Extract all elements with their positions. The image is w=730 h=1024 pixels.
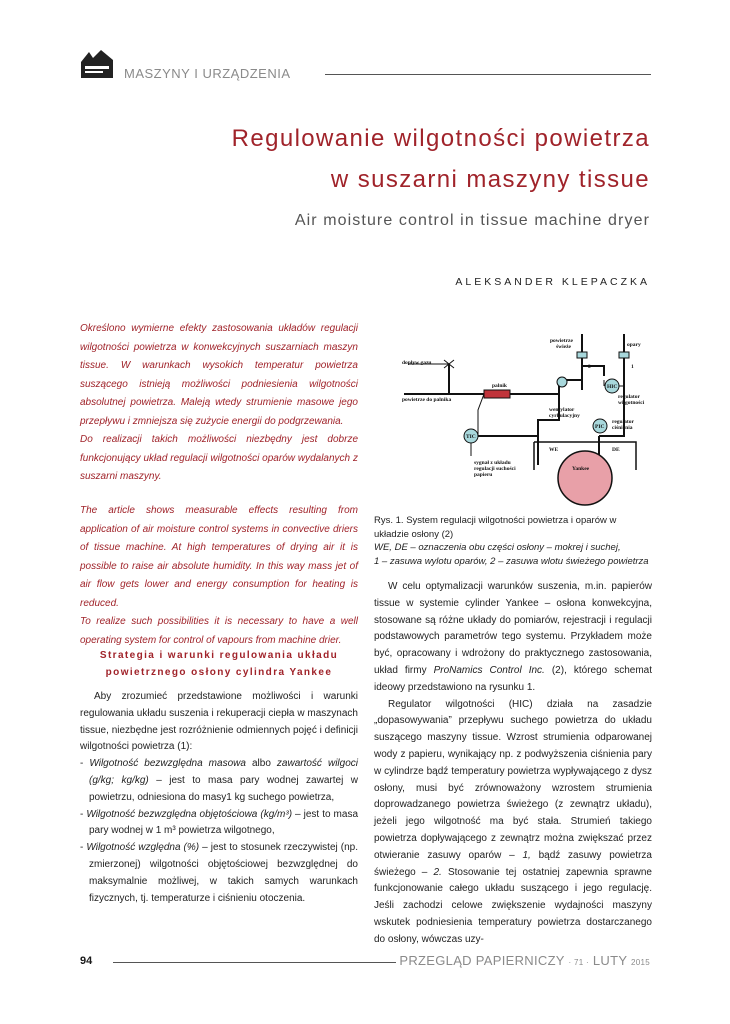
label-gas-inlet: dopływ gazu: [402, 360, 432, 366]
burner-icon: [484, 390, 510, 398]
caption-line-2: WE, DE – oznaczenia obu części osłony – mokrej i suchej,: [374, 542, 621, 553]
intro-paragraph: Aby zrozumieć przedstawione możliwości i warunki regulowania układu suszenia i rekuperacji ciepła w maszynach tissue, niezbędne jest rozróżnienie odmiennych pojęć i definicji wilgotności powietrza (1):: [80, 691, 358, 753]
def1-or: albo: [245, 758, 277, 770]
control-system-diagram: [374, 330, 652, 508]
p2-part-b: bądź zasuwy powietrza świeżego –: [374, 849, 652, 878]
article-subtitle: Air moisture control in tissue machine dryer: [294, 212, 650, 229]
p2-part-c: Stosowanie tej ostatniej zapewnia sprawne funkcjonowanie całego układu suszącego i jego regulację. Jeśli zachodzi celowe zwiększenie wydajności maszyny wskutek podniesienia temperatury powietrza dostarczanego do osłony, wówczas uzy-: [374, 866, 652, 945]
label-n2: 2: [588, 364, 591, 370]
label-fresh-air-2: świeże: [556, 344, 571, 350]
title-line-1: Regulowanie wilgotności powietrza: [231, 125, 650, 152]
p1-part-b: (2), którego schemat ideowy przedstawiono na rysunku 1.: [374, 664, 653, 693]
label-signal-2: regulacji suchości: [474, 466, 516, 472]
figure-caption: [374, 514, 652, 568]
journal-volume: · 71 ·: [568, 958, 589, 967]
p1-part-a: W celu optymalizacji warunków suszenia, m.in. papierów tissue w systemie cylinder Yankee – osłona konwekcyjna, stosowane są różne układy do pomiarów, rejestracji i regulacji podstawowych parametrów tego systemu. Przykładem może być, opracowany i wdrożony do praktycznego zastosowania, układ firmy: [374, 581, 652, 676]
section-heading-line-1: Strategia i warunki regulowania układu: [99, 650, 339, 661]
def1-text: – jest to masa pary wodnej zawartej w powietrzu, odniesiona do masy1 kg suchego powietrza,: [89, 774, 358, 803]
label-signal-3: papieru: [474, 472, 493, 478]
page-number: 94: [80, 955, 93, 967]
p1-firm: ProNamics Control Inc.: [433, 664, 545, 676]
journal-month: LUTY: [592, 953, 628, 968]
label-pic: PIC: [595, 424, 605, 430]
article-author: ALEKSANDER KLEPACZKA: [455, 276, 650, 288]
label-fresh-air: powietrze: [550, 338, 573, 344]
p2-part-a: Regulator wilgotności (HIC) działa na zasadzie „dopasowywania” przepływu suchego powietrza do układu suszącego maszyny tissue. Wzrost strumienia odparowanej wody z papieru, wynikający np. z podwyższenia ciśnienia pary w cylindrze bądź temperatury powietrza wypływającego z dysz osłony, musi być zrównoważony wzrostem strumienia doprowadzanego powietrza świeżego (z zewnątrz układu), jeżeli jego wilgotność ma być stała. Strumień takiego powietrza dopływającego z zewnątrz można zwiększać przez otwieranie zasuwy oparów –: [374, 698, 652, 861]
journal-name: PRZEGLĄD PAPIERNICZY: [399, 953, 565, 968]
definition-item-1: - Wilgotność bezwzględna masowa albo zawartość wilgoci (g/kg; kg/kg) – jest to masa pary wodnej zawartej w powietrzu, odniesiona do masy1 kg suchego powietrza,: [80, 758, 358, 803]
article-title: [232, 118, 650, 200]
label-vapours: opary: [627, 342, 641, 348]
abstract-pl-p2: Do realizacji takich możliwości niezbędny jest dobrze funkcjonujący układ regulacji wilgotności oparów wydalanych z suszarni maszyny.: [80, 434, 358, 482]
section-logo-icon: [79, 48, 115, 80]
label-de: DE: [612, 447, 620, 453]
yankee-cylinder: [558, 451, 612, 505]
duct-2: [582, 366, 604, 376]
def2-text: – jest to masa pary wodnej w 1 m³ powietrza wilgotnego,: [89, 808, 359, 837]
def1-term: Wilgotność bezwzględna masowa: [89, 758, 246, 770]
def1-term2: zawartość wilgoci (g/kg; kg/kg): [89, 758, 358, 786]
label-n1: 1: [631, 364, 634, 370]
abstract-en-p2: To realize such possibilities it is necessary to have a well operating system for control of vapours from machine drier.: [80, 616, 358, 646]
journal-footer: [399, 953, 650, 968]
label-tic: TIC: [466, 434, 476, 440]
label-yankee: Yankee: [572, 466, 590, 472]
section-heading-line-2: powietrznego osłony cylindra Yankee: [105, 667, 333, 678]
damper-2: [577, 352, 587, 358]
label-pic-reg-1: regulator: [612, 419, 634, 425]
right-paragraph-2: [374, 697, 652, 949]
footer-divider: [113, 962, 396, 963]
label-hic-reg-2: wilgotności: [618, 400, 645, 406]
label-hic: HIC: [607, 384, 618, 390]
label-burner-air: powietrze do palnika: [402, 397, 452, 403]
tic-link: [478, 394, 484, 436]
def3-text: – jest to stosunek rzeczywistej (np. zmierzonej) wilgotności objętościowej bezwzględnej do maksymalnie możliwej, w takich samych warunkach fizycznych, tj. temperaturze i ciśnieniu otoczenia.: [89, 842, 358, 904]
abstract-polish: [80, 320, 358, 487]
label-fan-1: wentylator: [549, 407, 575, 413]
caption-line-1: Rys. 1. System regulacji wilgotności powietrza i oparów w układzie osłony (2): [374, 515, 617, 540]
label-fan-2: cyrkulacyjny: [549, 413, 580, 419]
definition-item-3: - Wilgotność względna (%) – jest to stosunek rzeczywistej (np. zmierzonej) wilgotności objętościowej bezwzględnej do maksymalnie możliwej, w takich samych warunkach fizycznych, tj. temperaturze i ciśnieniu otoczenia.: [80, 842, 358, 904]
title-line-2: w suszarni maszyny tissue: [330, 166, 650, 193]
label-we: WE: [549, 447, 559, 453]
definition-item-2: - Wilgotność bezwzględna objętościowa (kg/m³) – jest to masa pary wodnej w 1 m³ powietrza wilgotnego,: [80, 808, 359, 837]
def2-term: Wilgotność bezwzględna objętościowa (kg/m³): [86, 808, 293, 820]
damper-1: [619, 352, 629, 358]
def3-term: Wilgotność względna (%): [86, 842, 200, 854]
header-divider: [325, 74, 651, 75]
caption-line-3: 1 – zasuwa wylotu oparów, 2 – zasuwa wlotu świeżego powietrza: [374, 555, 649, 567]
p2-italic-1: 1,: [522, 849, 531, 861]
right-paragraph-1: [374, 579, 652, 697]
label-burner: palnik: [492, 383, 507, 389]
label-hic-reg-1: regulator: [618, 394, 640, 400]
label-signal-1: sygnał z układu: [474, 460, 511, 466]
abstract-en-p1: The article shows measurable effects resulting from application of air moisture control systems in convective driers of tissue machine. At high temperatures of drying air it is possible to raise air absolute humidity. In this way mass jet of air flow gets lower and energy consumption for heating is reduced.: [80, 505, 358, 609]
journal-year: 2015: [631, 958, 650, 967]
right-column-body: [374, 579, 652, 949]
p2-italic-2: 2.: [433, 866, 442, 878]
fan-icon: [557, 377, 567, 387]
section-label: MASZYNY I URZĄDZENIA: [124, 66, 291, 81]
section-heading: [80, 647, 358, 681]
abstract-pl-p1: Określono wymierne efekty zastosowania układów regulacji wilgotności powietrza w konwekcyjnych suszarniach maszyn tissue. W warunkach wysokich temperatur powietrza suszącego istnieją możliwości podniesienia wilgotności absolutnej powietrza. Maleją wtedy strumienie masowe jego przepływu i zmniejsza się zużycie energii do podgrzewania.: [80, 323, 358, 427]
abstract-english: [80, 502, 358, 650]
left-column-body: [80, 689, 358, 907]
label-pic-reg-2: ciśnienia: [612, 425, 633, 431]
